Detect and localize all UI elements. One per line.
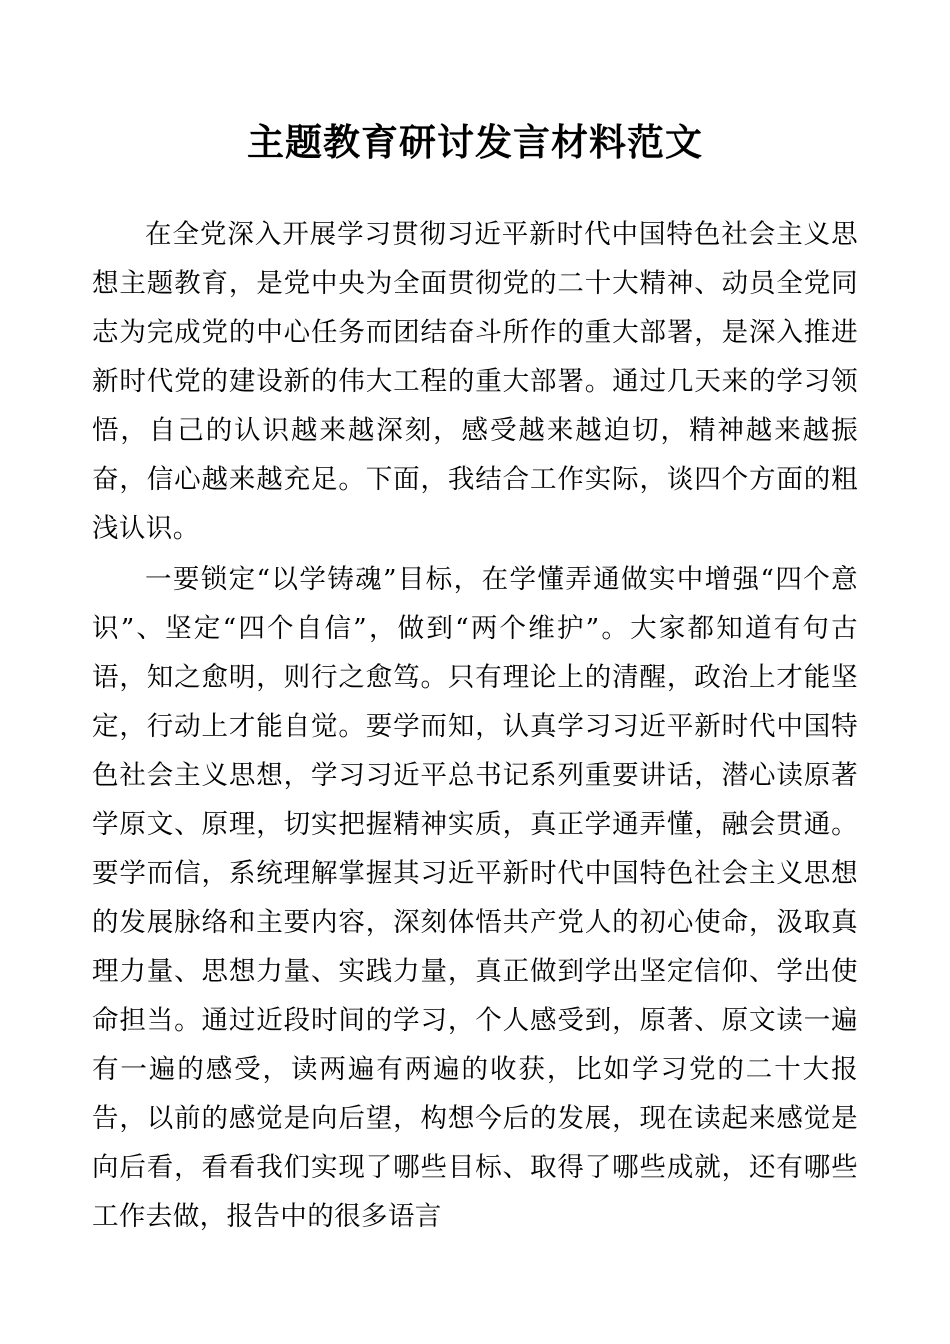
paragraph-2: 一要锁定“以学铸魂”目标，在学懂弄通做实中增强“四个意识”、坚定“四个自信”，做到“两个维护”。大家都知道有句古语，知之愈明，则行之愈笃。只有理论上的清醒，政治上才能坚定，行动上才能自觉。要学而知，认真学习习近平新时代中国特色社会主义思想，学习习近平总书记系列重要讲话，潜心读原著学原文、原理，切实把握精神实质，真正学通弄懂，融会贯通。要学而信，系统理解掌握其习近平新时代中国特色社会主义思想的发展脉络和主要内容，深刻体悟共产党人的初心使命，汲取真理力量、思想力量、实践力量，真正做到学出坚定信仰、学出使命担当。通过近段时间的学习，个人感受到，原著、原文读一遍有一遍的感受，读两遍有两遍的收获，比如学习党的二十大报告，以前的感觉是向后望，构想今后的发展，现在读起来感觉是向后看，看看我们实现了哪些目标、取得了哪些成就，还有哪些工作去做，报告中的很多语言 <box>92 564 858 1233</box>
paragraph-1: 在全党深入开展学习贯彻习近平新时代中国特色社会主义思想主题教育，是党中央为全面贯彻党的二十大精神、动员全党同志为完成党的中心任务而团结奋斗所作的重大部署，是深入推进新时代党的建设新的伟大工程的重大部署。通过几天来的学习领悟，自己的认识越来越深刻，感受越来越迫切，精神越来越振奋，信心越来越充足。下面，我结合工作实际，谈四个方面的粗浅认识。 <box>92 219 858 545</box>
page-title: 主题教育研讨发言材料范文 <box>247 120 703 164</box>
document-body <box>92 210 858 1241</box>
